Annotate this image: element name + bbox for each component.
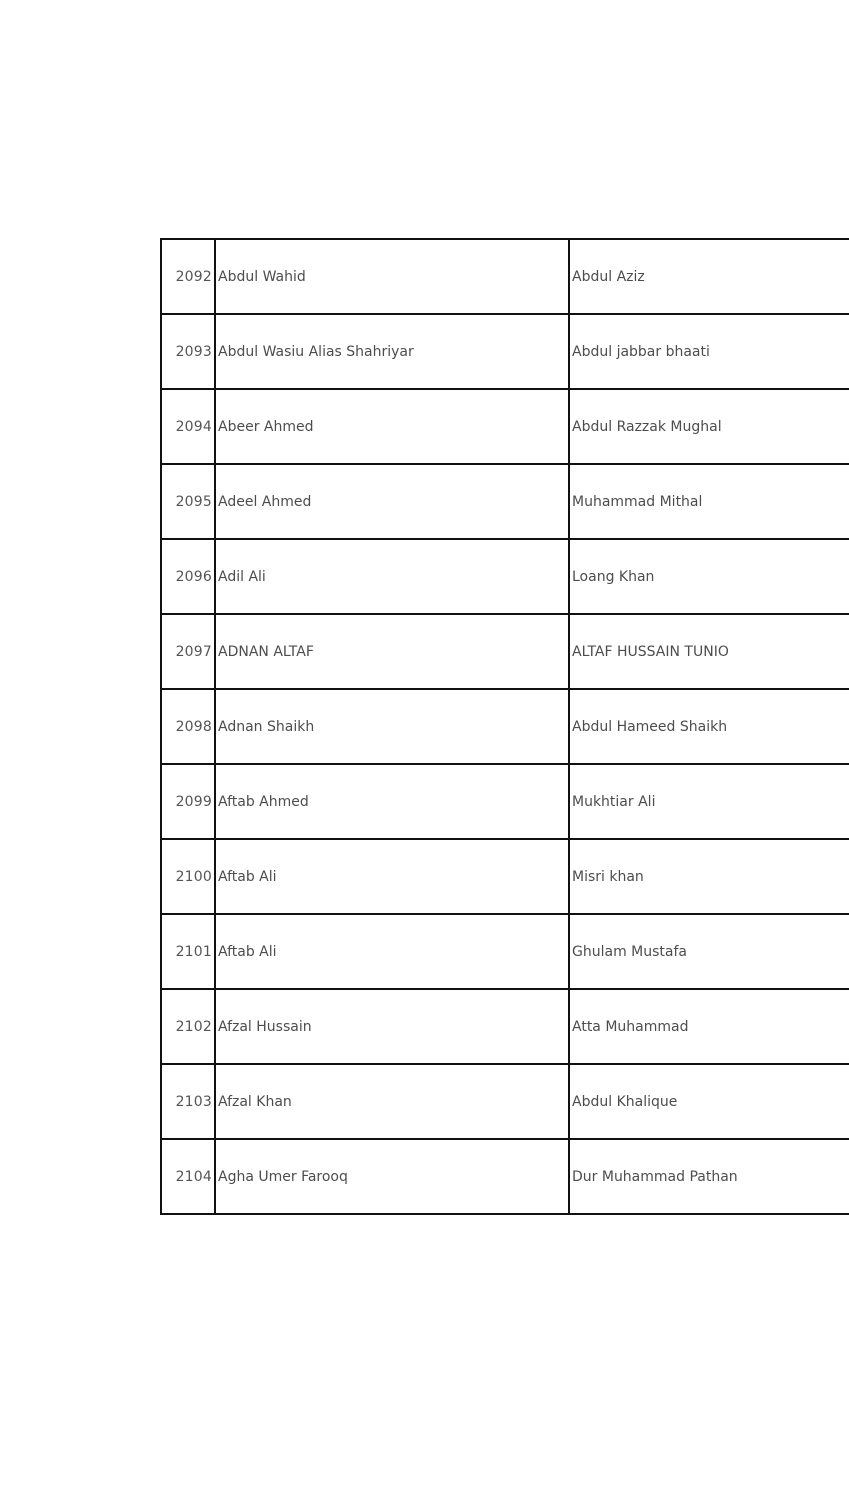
- record-name: Abdul Wahid: [215, 239, 569, 314]
- table-row: [161, 914, 849, 989]
- record-name: Afzal Hussain: [215, 989, 569, 1064]
- table-row: [161, 239, 849, 314]
- record-number: 2100: [161, 839, 215, 914]
- record-name: Aftab Ahmed: [215, 764, 569, 839]
- table-row: [161, 1139, 849, 1214]
- table-row: [161, 464, 849, 539]
- table-row: [161, 689, 849, 764]
- record-name: Aftab Ali: [215, 839, 569, 914]
- table-row: [161, 989, 849, 1064]
- record-name: Afzal Khan: [215, 1064, 569, 1139]
- record-name: ADNAN ALTAF: [215, 614, 569, 689]
- record-number: 2102: [161, 989, 215, 1064]
- record-father-name: Abdul Aziz: [569, 239, 849, 314]
- table-row: [161, 314, 849, 389]
- record-father-name: Abdul Razzak Mughal: [569, 389, 849, 464]
- record-number: 2104: [161, 1139, 215, 1214]
- record-name: Agha Umer Farooq: [215, 1139, 569, 1214]
- record-name: Adnan Shaikh: [215, 689, 569, 764]
- record-number: 2099: [161, 764, 215, 839]
- table-row: [161, 839, 849, 914]
- record-father-name: Abdul Hameed Shaikh: [569, 689, 849, 764]
- record-father-name: Muhammad Mithal: [569, 464, 849, 539]
- record-father-name: Dur Muhammad Pathan: [569, 1139, 849, 1214]
- record-father-name: ALTAF HUSSAIN TUNIO: [569, 614, 849, 689]
- records-table: [160, 238, 849, 1215]
- table-row: [161, 614, 849, 689]
- record-number: 2097: [161, 614, 215, 689]
- record-name: Aftab Ali: [215, 914, 569, 989]
- record-father-name: Atta Muhammad: [569, 989, 849, 1064]
- record-number: 2098: [161, 689, 215, 764]
- table-row: [161, 539, 849, 614]
- record-number: 2103: [161, 1064, 215, 1139]
- record-father-name: Abdul Khalique: [569, 1064, 849, 1139]
- record-number: 2101: [161, 914, 215, 989]
- record-father-name: Abdul jabbar bhaati: [569, 314, 849, 389]
- record-father-name: Loang Khan: [569, 539, 849, 614]
- record-name: Adil Ali: [215, 539, 569, 614]
- record-father-name: Mukhtiar Ali: [569, 764, 849, 839]
- table-row: [161, 764, 849, 839]
- table-row: [161, 389, 849, 464]
- record-number: 2096: [161, 539, 215, 614]
- record-father-name: Ghulam Mustafa: [569, 914, 849, 989]
- table-row: [161, 1064, 849, 1139]
- record-number: 2095: [161, 464, 215, 539]
- record-number: 2092: [161, 239, 215, 314]
- record-name: Adeel Ahmed: [215, 464, 569, 539]
- record-name: Abeer Ahmed: [215, 389, 569, 464]
- record-number: 2094: [161, 389, 215, 464]
- record-name: Abdul Wasiu Alias Shahriyar: [215, 314, 569, 389]
- record-father-name: Misri khan: [569, 839, 849, 914]
- record-number: 2093: [161, 314, 215, 389]
